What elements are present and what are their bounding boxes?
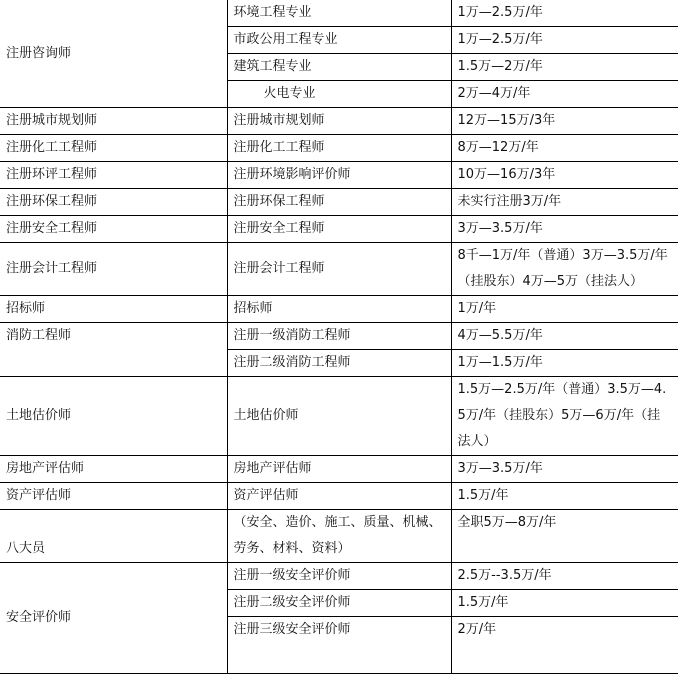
category-cell: 资产评估师 xyxy=(0,483,227,510)
category-cell: 消防工程师 xyxy=(0,323,227,377)
salary-cell: 1.5万/年 xyxy=(451,483,678,510)
salary-cell: 1万—2.5万/年 xyxy=(451,0,678,27)
category-cell: 注册环保工程师 xyxy=(0,189,227,216)
table-row xyxy=(0,108,678,135)
salary-cell: 1万/年 xyxy=(451,296,678,323)
salary-cell: 1.5万—2.5万/年（普通）3.5万—4.5万/年（挂股东）5万—6万/年（挂法人） xyxy=(451,377,678,456)
category-cell: 土地估价师 xyxy=(0,377,227,456)
specialty-cell: 火电专业 xyxy=(227,81,451,108)
specialty-cell: 建筑工程专业 xyxy=(227,54,451,81)
category-cell: 注册会计工程师 xyxy=(0,243,227,296)
salary-cell: 8万—12万/年 xyxy=(451,135,678,162)
salary-cell: 2万/年 xyxy=(451,617,678,674)
category-cell: 八大员 xyxy=(0,510,227,563)
table-row xyxy=(0,189,678,216)
table-row xyxy=(0,323,678,350)
specialty-cell: 注册二级消防工程师 xyxy=(227,350,451,377)
specialty-cell: 注册二级安全评价师 xyxy=(227,590,451,617)
salary-cell: 1万—2.5万/年 xyxy=(451,27,678,54)
specialty-cell: 注册环保工程师 xyxy=(227,189,451,216)
table-row xyxy=(0,563,678,590)
category-cell: 注册环评工程师 xyxy=(0,162,227,189)
salary-cell: 8千—1万/年（普通）3万—3.5万/年（挂股东）4万—5万（挂法人） xyxy=(451,243,678,296)
table-row xyxy=(0,377,678,456)
salary-cell: 全职5万—8万/年 xyxy=(451,510,678,563)
category-cell: 注册咨询师 xyxy=(0,0,227,108)
specialty-cell: 注册三级安全评价师 xyxy=(227,617,451,674)
category-cell: 注册城市规划师 xyxy=(0,108,227,135)
salary-cell: 1万—1.5万/年 xyxy=(451,350,678,377)
table-row xyxy=(0,162,678,189)
salary-cell: 未实行注册3万/年 xyxy=(451,189,678,216)
specialty-cell: 注册一级安全评价师 xyxy=(227,563,451,590)
salary-cell: 2万—4万/年 xyxy=(451,81,678,108)
category-cell: 安全评价师 xyxy=(0,563,227,674)
salary-cell: 12万—15万/3年 xyxy=(451,108,678,135)
salary-cell: 10万—16万/3年 xyxy=(451,162,678,189)
table-row xyxy=(0,135,678,162)
specialty-cell: （安全、造价、施工、质量、机械、劳务、材料、资料） xyxy=(227,510,451,563)
salary-cell: 1.5万/年 xyxy=(451,590,678,617)
table-row xyxy=(0,456,678,483)
specialty-cell: 注册一级消防工程师 xyxy=(227,323,451,350)
table-row xyxy=(0,0,678,27)
table-row xyxy=(0,510,678,563)
specialty-cell: 注册环境影响评价师 xyxy=(227,162,451,189)
specialty-cell: 房地产评估师 xyxy=(227,456,451,483)
category-cell: 招标师 xyxy=(0,296,227,323)
specialty-cell: 注册城市规划师 xyxy=(227,108,451,135)
salary-cell: 1.5万—2万/年 xyxy=(451,54,678,81)
specialty-cell: 环境工程专业 xyxy=(227,0,451,27)
specialty-cell: 注册化工工程师 xyxy=(227,135,451,162)
specialty-cell: 注册安全工程师 xyxy=(227,216,451,243)
specialty-cell: 注册会计工程师 xyxy=(227,243,451,296)
salary-cell: 3万—3.5万/年 xyxy=(451,456,678,483)
salary-cell: 2.5万--3.5万/年 xyxy=(451,563,678,590)
table-row xyxy=(0,216,678,243)
specialty-cell: 市政公用工程专业 xyxy=(227,27,451,54)
salary-cell: 4万—5.5万/年 xyxy=(451,323,678,350)
specialty-cell: 招标师 xyxy=(227,296,451,323)
specialty-cell: 资产评估师 xyxy=(227,483,451,510)
table-row xyxy=(0,296,678,323)
table-row xyxy=(0,243,678,296)
table-row xyxy=(0,483,678,510)
category-cell: 注册化工工程师 xyxy=(0,135,227,162)
salary-cell: 3万—3.5万/年 xyxy=(451,216,678,243)
category-cell: 房地产评估师 xyxy=(0,456,227,483)
category-cell: 注册安全工程师 xyxy=(0,216,227,243)
specialty-cell: 土地估价师 xyxy=(227,377,451,456)
